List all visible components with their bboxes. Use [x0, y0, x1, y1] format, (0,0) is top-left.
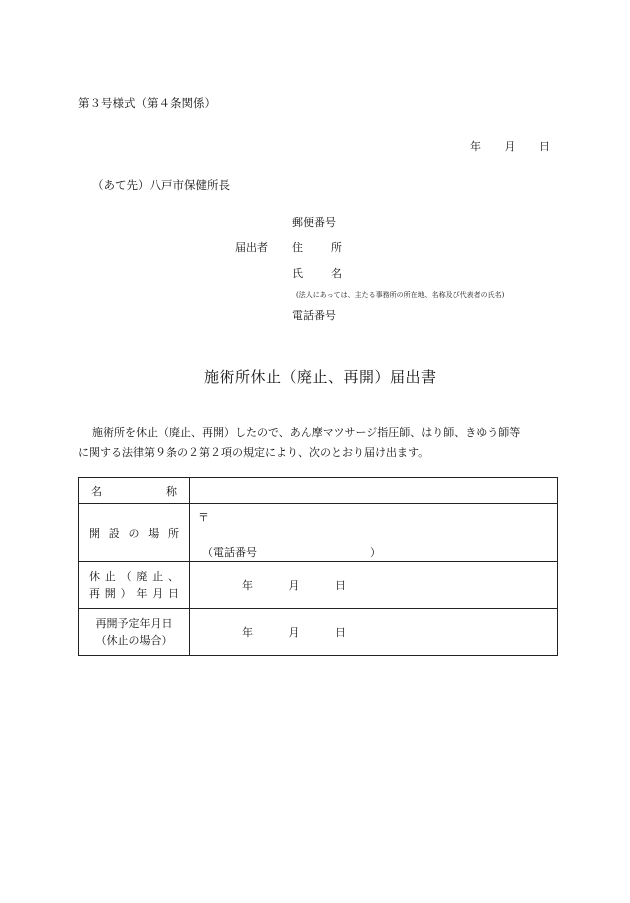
phone-close-paren: ）: [370, 546, 381, 559]
reopening-day-label: 日: [335, 626, 346, 639]
addressee: （あて先）八戸市保健所長: [92, 178, 230, 192]
postal-code-label: 郵便番号: [292, 216, 336, 229]
body-text-line-2: に関する法律第９条の２第２項の規定により、次のとおり届け出ます。: [78, 446, 430, 459]
reopening-month-label: 月: [288, 626, 300, 639]
location-value-cell[interactable]: [190, 504, 558, 562]
table-row-reopening-date: [79, 609, 558, 656]
suspension-month-label: 月: [288, 579, 300, 592]
name-label: 氏 名: [292, 267, 342, 280]
suspension-label-cell: 休 止 （ 廃 止 、 再 開 ） 年 月 日: [79, 562, 190, 609]
notifier-label: 届出者: [235, 241, 268, 254]
body-text-line-1: 施術所を休止（廃止、再開）したので、あん摩マツサージ指圧師、はり師、きゆう師等: [92, 426, 521, 439]
location-label-cell: 開 設 の 場 所: [79, 504, 190, 562]
table-row-name: [79, 478, 558, 504]
form-number: 第３号様式（第４条関係）: [78, 96, 216, 110]
address-label: 住 所: [292, 241, 342, 254]
day-label: 日: [539, 140, 550, 153]
notification-table: [78, 477, 558, 656]
reopening-label-cell: 再開予定年月日 （休止の場合）: [79, 609, 190, 656]
suspension-day-label: 日: [335, 579, 346, 592]
month-label: 月: [504, 140, 516, 153]
suspension-date-cell[interactable]: [190, 562, 558, 609]
name-label-cell: 名 称: [79, 478, 190, 504]
phone-open-label: （電話番号: [202, 546, 257, 559]
name-value-cell[interactable]: [190, 478, 558, 504]
reopening-year-label: 年: [242, 626, 253, 639]
date-line: [470, 138, 550, 154]
table-row-location: [79, 504, 558, 562]
table-row-suspension-date: [79, 562, 558, 609]
suspension-year-label: 年: [242, 579, 253, 592]
postal-mark: 〒: [198, 511, 209, 524]
document-title: 施術所休止（廃止、再開）届出書: [204, 368, 437, 386]
year-label: 年: [470, 140, 481, 153]
reopening-date-cell[interactable]: [190, 609, 558, 656]
corporate-note: (法人にあっては、主たる事務所の所在地、名称及び代表者の氏名): [296, 291, 505, 299]
phone-number-label: 電話番号: [292, 309, 336, 322]
